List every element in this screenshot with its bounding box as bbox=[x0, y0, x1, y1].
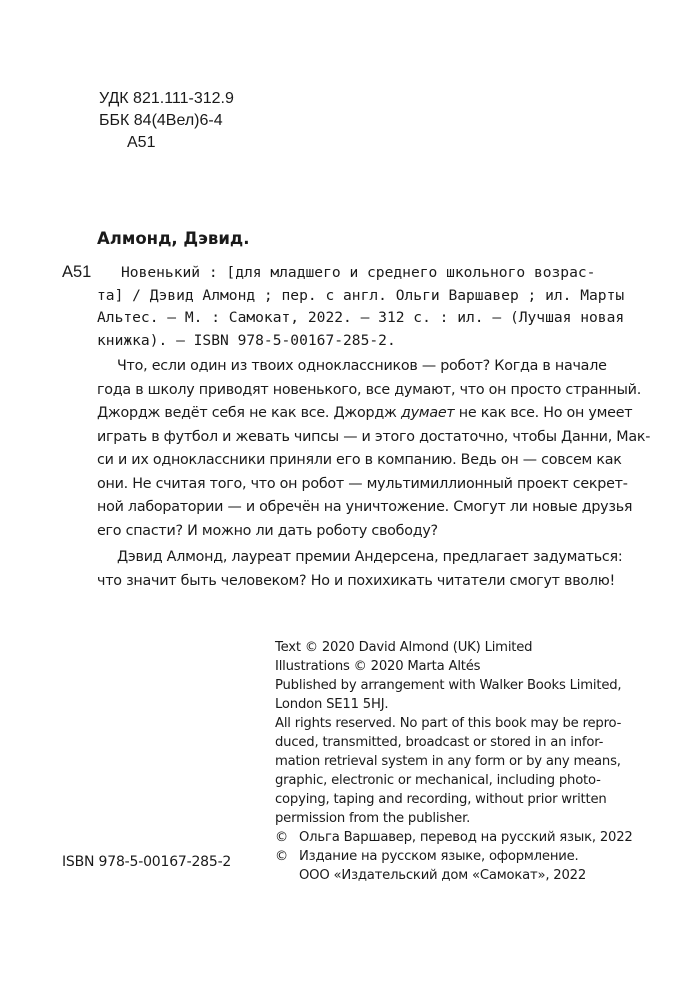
annotation-text: Джордж ведёт себя не как все. Джордж bbox=[97, 405, 401, 421]
rights-line: graphic, electronic or mechanical, including photo- bbox=[275, 773, 601, 788]
copyright-illustrations: Illustrations © 2020 Marta Altés bbox=[275, 659, 481, 674]
copyright-text: Text © 2020 David Almond (UK) Limited bbox=[275, 640, 533, 655]
annotation-text: не как все. Но он умеет bbox=[454, 405, 633, 421]
annotation-line: Что, если один из твоих одноклассников — робот? Когда в начале bbox=[117, 358, 607, 374]
bib-line: книжка). — ISBN 978-5-00167-285-2. bbox=[97, 331, 396, 349]
annotation-line: они. Не считая того, что он робот — мультимиллионный проект секрет- bbox=[97, 475, 628, 492]
annotation-line: Дэвид Алмонд, лауреат премии Андерсена, предлагает задуматься: bbox=[117, 549, 623, 565]
rights-line: All rights reserved. No part of this book may be repro- bbox=[275, 716, 622, 731]
copyright-publisher: ООО «Издательский дом «Самокат», 2022 bbox=[299, 868, 587, 883]
author-heading: Алмонд, Дэвид. bbox=[97, 229, 250, 248]
annotation bbox=[97, 355, 651, 593]
rights-line: permission from the publisher. bbox=[275, 811, 471, 826]
annotation-line: си и их одноклассники приняли его в компанию. Ведь он — совсем как bbox=[97, 452, 622, 468]
udk-code: УДК 821.111-312.9 bbox=[99, 90, 234, 107]
annotation-line: что значит быть человеком? Но и похихикать читатели смогут вволю! bbox=[97, 572, 616, 589]
annotation-line: играть в футбол и жевать чипсы — и этого достаточно, чтобы Данни, Мак- bbox=[97, 428, 651, 445]
author-mark: А51 bbox=[127, 134, 156, 151]
isbn: ISBN 978-5-00167-285-2 bbox=[62, 854, 232, 870]
copyright-published: Published by arrangement with Walker Books Limited, bbox=[275, 678, 622, 693]
copyright-edition: © Издание на русском языке, оформление. bbox=[275, 849, 579, 864]
annotation-emphasis: думает bbox=[400, 405, 455, 421]
rights-line: mation retrieval system in any form or by any means, bbox=[275, 754, 621, 769]
annotation-line bbox=[97, 402, 633, 426]
bibliographic-description bbox=[97, 262, 625, 352]
copyright-published: London SE11 5HJ. bbox=[275, 697, 389, 712]
copyright-block bbox=[275, 638, 633, 885]
bib-line: Новенький : [для младшего и среднего школьного возрас- bbox=[121, 264, 596, 281]
catalog-mark: А51 bbox=[62, 263, 92, 281]
annotation-line: ной лаборатории — и обречён на уничтожение. Смогут ли новые друзья bbox=[97, 499, 633, 515]
rights-line: duced, transmitted, broadcast or stored in an infor- bbox=[275, 735, 604, 750]
rights-line: copying, taping and recording, without prior written bbox=[275, 792, 607, 807]
bib-line: Альтес. — М. : Самокат, 2022. — 312 с. : ил. — (Лучшая новая bbox=[97, 309, 625, 327]
copyright-translation: © Ольга Варшавер, перевод на русский язык, 2022 bbox=[275, 830, 633, 845]
bbk-code: ББК 84(4Вел)6-4 bbox=[99, 112, 223, 129]
bib-line: та] / Дэвид Алмонд ; пер. с англ. Ольги Варшавер ; ил. Марты bbox=[97, 286, 625, 304]
copyright-symbol: © bbox=[275, 830, 288, 845]
classification-block bbox=[99, 88, 234, 154]
annotation-line: его спасти? И можно ли дать роботу свободу? bbox=[97, 522, 438, 539]
annotation-line: года в школу приводят новенького, все думают, что он просто странный. bbox=[97, 381, 642, 398]
copyright-symbol: © bbox=[275, 849, 288, 864]
